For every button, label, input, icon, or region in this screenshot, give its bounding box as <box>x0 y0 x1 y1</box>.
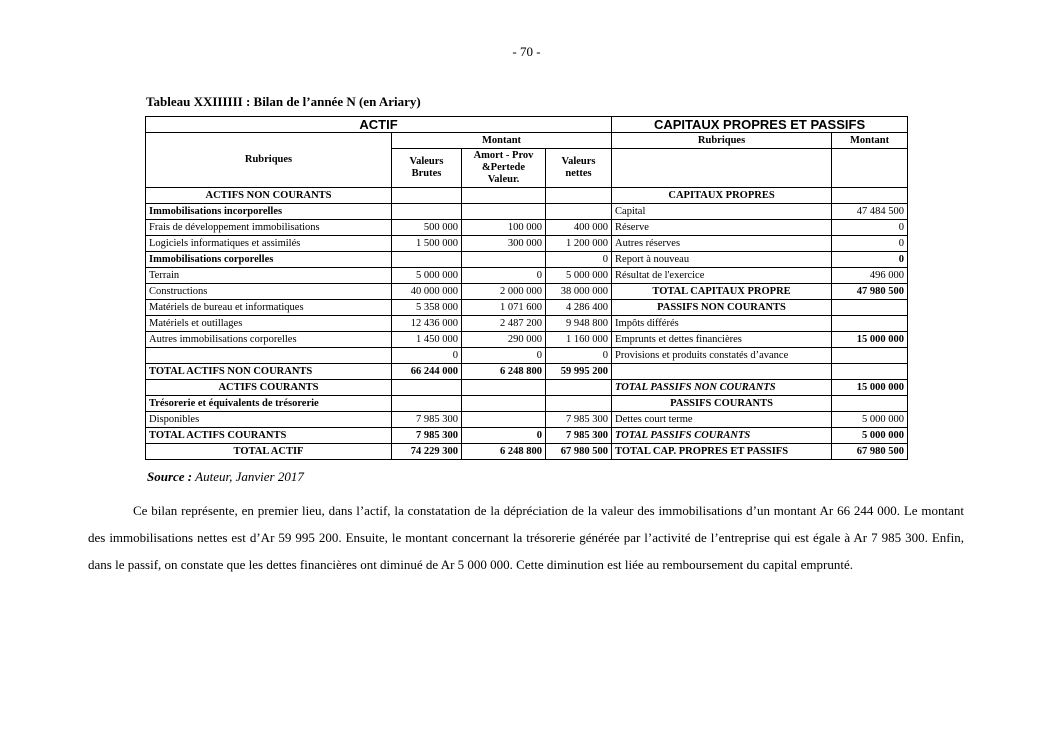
valeur-brute <box>392 204 462 220</box>
row-label: Matériels de bureau et informatiques <box>146 300 392 316</box>
valeur-brute: 5 358 000 <box>392 300 462 316</box>
row-label: Disponibles <box>146 412 392 428</box>
passif-montant: 5 000 000 <box>832 412 908 428</box>
passif-montant: 15 000 000 <box>832 380 908 396</box>
row-label: TOTAL ACTIFS COURANTS <box>146 428 392 444</box>
valeur-nette: 7 985 300 <box>546 428 612 444</box>
passif-montant <box>832 188 908 204</box>
amortissement <box>462 204 546 220</box>
passif-montant: 67 980 500 <box>832 444 908 460</box>
table-row <box>146 284 908 300</box>
valeur-nette <box>546 396 612 412</box>
passif-label: Résultat de l'exercice <box>612 268 832 284</box>
source-label: Source : <box>147 469 193 484</box>
amortissement <box>462 396 546 412</box>
amortissement: 6 248 800 <box>462 444 546 460</box>
valeur-nette: 38 000 000 <box>546 284 612 300</box>
page-number: - 70 - <box>512 44 541 59</box>
valeur-nette <box>546 380 612 396</box>
table-total-row <box>146 444 908 460</box>
valeur-brute <box>392 188 462 204</box>
valeur-brute: 1 500 000 <box>392 236 462 252</box>
row-label: TOTAL ACTIFS NON COURANTS <box>146 364 392 380</box>
passif-label: Autres réserves <box>612 236 832 252</box>
valeur-brute <box>392 396 462 412</box>
valeur-nette: 59 995 200 <box>546 364 612 380</box>
passif-montant <box>832 396 908 412</box>
passif-label: TOTAL PASSIFS NON COURANTS <box>612 380 832 396</box>
balance-sheet-table <box>145 116 908 460</box>
amortissement: 0 <box>462 268 546 284</box>
amortissement: 0 <box>462 428 546 444</box>
valeur-nette: 67 980 500 <box>546 444 612 460</box>
amortissement: 2 000 000 <box>462 284 546 300</box>
table-row <box>146 220 908 236</box>
amortissement: 0 <box>462 348 546 364</box>
row-label: Matériels et outillages <box>146 316 392 332</box>
table-source <box>147 469 304 485</box>
passif-label: Réserve <box>612 220 832 236</box>
passif-label: Provisions et produits constatés d’avance <box>612 348 832 364</box>
row-label <box>146 348 392 364</box>
valeur-brute: 500 000 <box>392 220 462 236</box>
table-row <box>146 268 908 284</box>
valeur-nette: 7 985 300 <box>546 412 612 428</box>
valeur-nette <box>546 188 612 204</box>
amortissement: 300 000 <box>462 236 546 252</box>
passif-label: Report à nouveau <box>612 252 832 268</box>
passif-label <box>612 364 832 380</box>
valeur-brute: 5 000 000 <box>392 268 462 284</box>
valeur-brute <box>392 252 462 268</box>
passif-label: Emprunts et dettes financières <box>612 332 832 348</box>
amort-header: Amort - Prov &Pertede Valeur. <box>462 149 546 188</box>
amortissement: 290 000 <box>462 332 546 348</box>
valeur-brute: 0 <box>392 348 462 364</box>
valeur-brute <box>392 380 462 396</box>
passif-montant: 15 000 000 <box>832 332 908 348</box>
valeur-nette: 1 200 000 <box>546 236 612 252</box>
row-label: ACTIFS NON COURANTS <box>146 188 392 204</box>
passif-montant: 47 484 500 <box>832 204 908 220</box>
passif-label: TOTAL CAP. PROPRES ET PASSIFS <box>612 444 832 460</box>
passif-montant <box>832 364 908 380</box>
table-header-row <box>146 117 908 133</box>
passif-montant <box>832 316 908 332</box>
passif-montant: 496 000 <box>832 268 908 284</box>
empty-cell <box>832 149 908 188</box>
amortissement: 100 000 <box>462 220 546 236</box>
amortissement <box>462 412 546 428</box>
passif-label: Dettes court terme <box>612 412 832 428</box>
valeur-brute: 66 244 000 <box>392 364 462 380</box>
montant-header: Montant <box>392 133 612 149</box>
passif-montant: 47 980 500 <box>832 284 908 300</box>
passif-label: CAPITAUX PROPRES <box>612 188 832 204</box>
passif-montant: 0 <box>832 220 908 236</box>
empty-cell <box>612 149 832 188</box>
row-label: Logiciels informatiques et assimilés <box>146 236 392 252</box>
table-row <box>146 364 908 380</box>
valeur-nette: 0 <box>546 252 612 268</box>
body-paragraph: Ce bilan représente, en premier lieu, dans l’actif, la constatation de la dépréciation de la valeur des immobilisations d’un montant Ar 66 244 000. Le montant des immobilisations nettes est d’Ar 59 995 200. Ensuite, le montant concernant la trésorerie générée par l’activité de l’entreprise qui est égale à Ar 7 985 300. Enfin, dans le passif, on constate que les dettes financières ont diminué de Ar 5 000 000. Cette diminution est liée au remboursement du capital emprunté. <box>88 503 964 572</box>
amortissement: 1 071 600 <box>462 300 546 316</box>
valeur-brute: 7 985 300 <box>392 428 462 444</box>
table-row <box>146 396 908 412</box>
row-label: ACTIFS COURANTS <box>146 380 392 396</box>
valeurs-nettes-header: Valeurs nettes <box>546 149 612 188</box>
table-row <box>146 412 908 428</box>
passif-montant <box>832 300 908 316</box>
valeur-nette: 4 286 400 <box>546 300 612 316</box>
table-row <box>146 348 908 364</box>
row-label: Autres immobilisations corporelles <box>146 332 392 348</box>
row-label: Trésorerie et équivalents de trésorerie <box>146 396 392 412</box>
source-text: Auteur, Janvier 2017 <box>195 469 304 484</box>
row-label: Frais de développement immobilisations <box>146 220 392 236</box>
table-row <box>146 332 908 348</box>
passif-label: TOTAL CAPITAUX PROPRE <box>612 284 832 300</box>
valeurs-brutes-header: Valeurs Brutes <box>392 149 462 188</box>
amortissement <box>462 188 546 204</box>
table-row <box>146 380 908 396</box>
valeur-nette: 0 <box>546 348 612 364</box>
row-label: Immobilisations incorporelles <box>146 204 392 220</box>
valeur-nette: 9 948 800 <box>546 316 612 332</box>
valeur-nette: 1 160 000 <box>546 332 612 348</box>
passif-label: TOTAL PASSIFS COURANTS <box>612 428 832 444</box>
row-label: Constructions <box>146 284 392 300</box>
table-row <box>146 316 908 332</box>
passif-label: Impôts différés <box>612 316 832 332</box>
amortissement: 6 248 800 <box>462 364 546 380</box>
passif-montant <box>832 348 908 364</box>
row-label: Terrain <box>146 268 392 284</box>
table-subheader-row <box>146 133 908 149</box>
table-caption: Tableau XXIIIIII : Bilan de l’année N (en Ariary) <box>146 94 421 109</box>
rubriques-header: Rubriques <box>146 133 392 188</box>
valeur-brute: 1 450 000 <box>392 332 462 348</box>
amortissement: 2 487 200 <box>462 316 546 332</box>
passif-label: PASSIFS COURANTS <box>612 396 832 412</box>
passif-label: Capital <box>612 204 832 220</box>
table-row <box>146 300 908 316</box>
actif-header: ACTIF <box>146 117 612 133</box>
table-row <box>146 204 908 220</box>
rubriques-right-header: Rubriques <box>612 133 832 149</box>
valeur-nette <box>546 204 612 220</box>
passif-label: PASSIFS NON COURANTS <box>612 300 832 316</box>
montant-right-header: Montant <box>832 133 908 149</box>
table-row <box>146 428 908 444</box>
passif-montant: 0 <box>832 236 908 252</box>
passif-montant: 5 000 000 <box>832 428 908 444</box>
amortissement <box>462 380 546 396</box>
valeur-brute: 12 436 000 <box>392 316 462 332</box>
table-row <box>146 252 908 268</box>
amortissement <box>462 252 546 268</box>
valeur-nette: 5 000 000 <box>546 268 612 284</box>
passif-header: CAPITAUX PROPRES ET PASSIFS <box>612 117 908 133</box>
table-row <box>146 236 908 252</box>
valeur-brute: 7 985 300 <box>392 412 462 428</box>
valeur-nette: 400 000 <box>546 220 612 236</box>
row-label: Immobilisations corporelles <box>146 252 392 268</box>
valeur-brute: 74 229 300 <box>392 444 462 460</box>
table-row <box>146 188 908 204</box>
passif-montant: 0 <box>832 252 908 268</box>
valeur-brute: 40 000 000 <box>392 284 462 300</box>
row-label: TOTAL ACTIF <box>146 444 392 460</box>
